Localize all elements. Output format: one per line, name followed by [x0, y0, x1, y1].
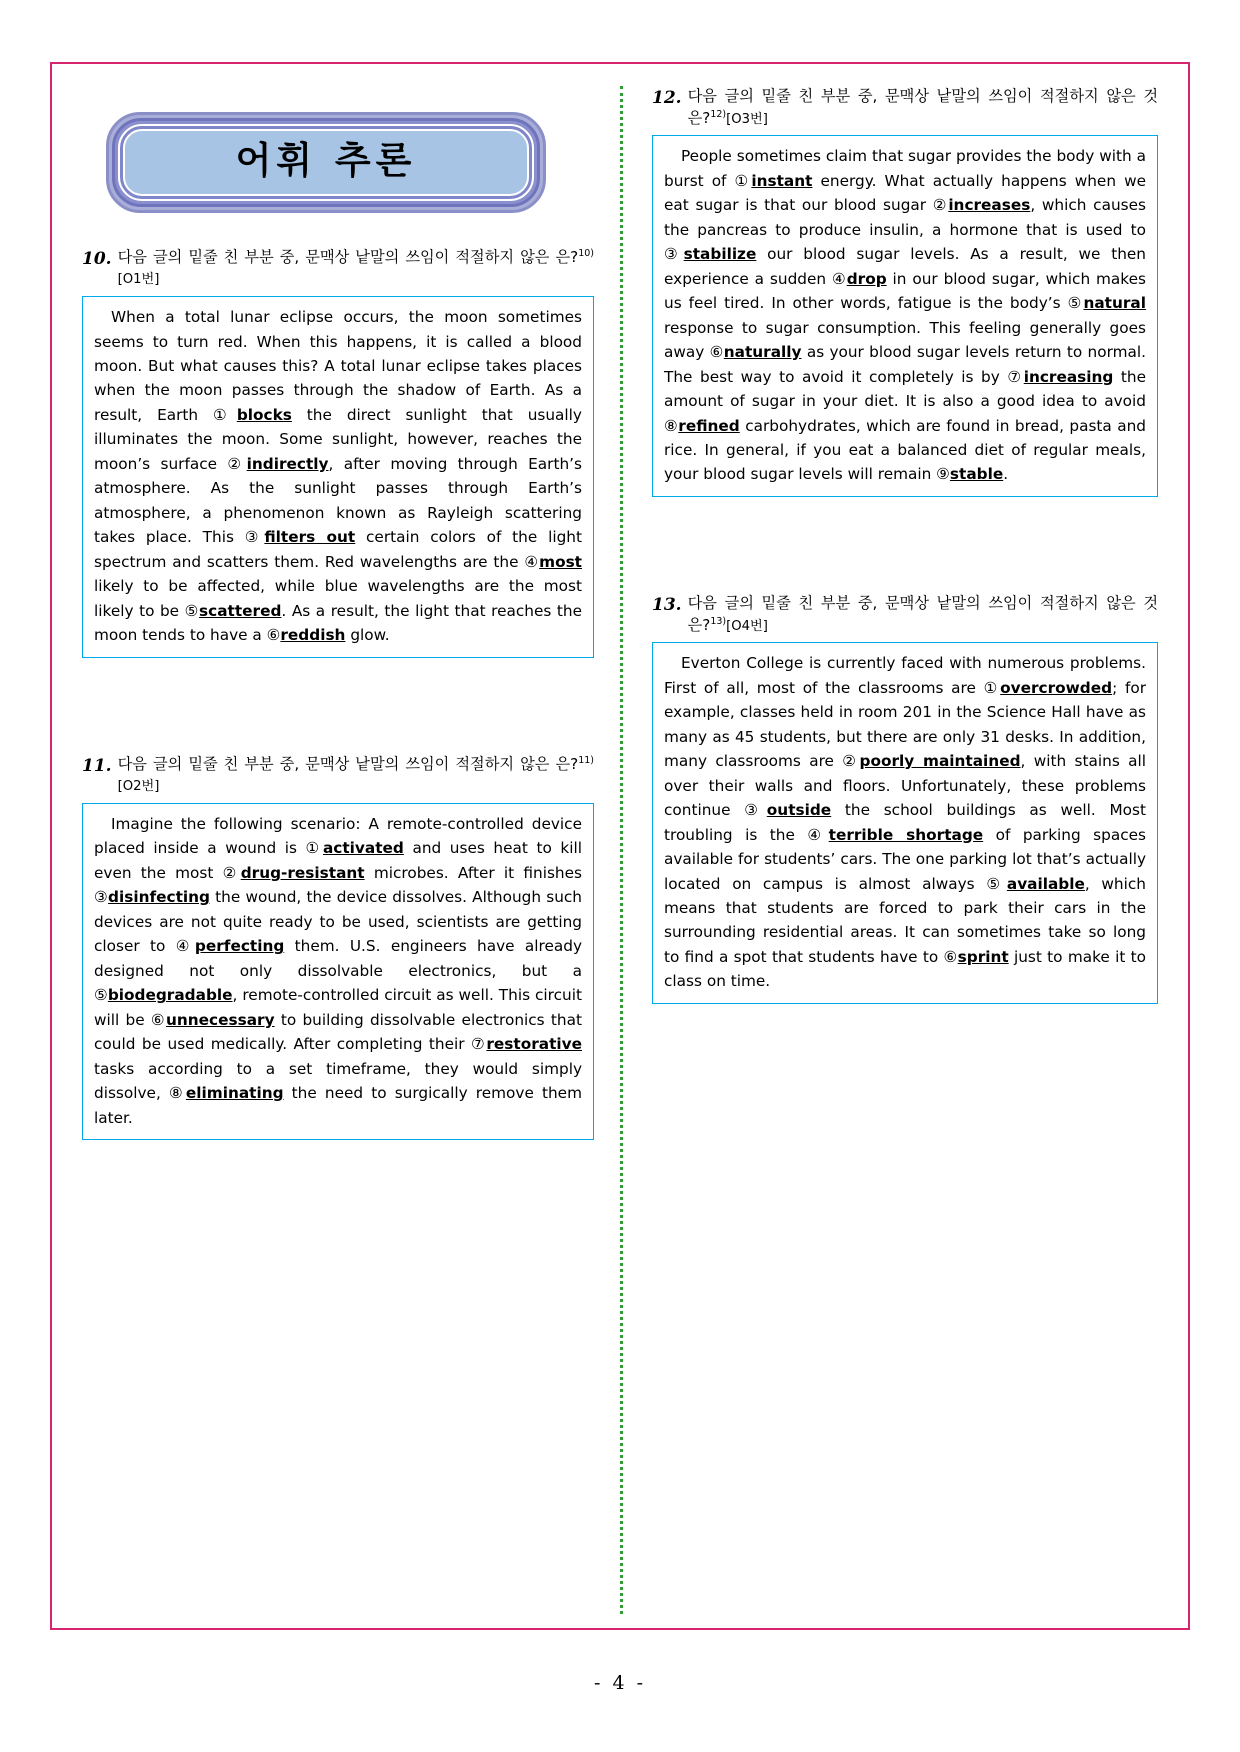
- title-banner: [106, 112, 546, 213]
- question-footnote-12: 12): [710, 108, 727, 120]
- question-prompt-12: 다음 글의 밑줄 친 부분 중, 문맥상 낱말의 쓰임이 적절하지 않은 것 은?$^{12)}$[O3번]: [687, 87, 1158, 127]
- question-footnote-13: 13): [710, 615, 727, 627]
- question-header-10: [82, 247, 594, 290]
- question-header-12: [652, 86, 1158, 129]
- page-footer: - 4 -: [593, 1672, 646, 1694]
- question-ref-11: [O2번]: [117, 779, 160, 795]
- banner-inner: [123, 129, 529, 196]
- right-column: [620, 86, 1172, 1618]
- question-number-13: 13.: [652, 594, 682, 615]
- question-ref-12: [O3번]: [726, 111, 768, 127]
- question-prompt-11: 다음 글의 밑줄 친 부분 중, 문맥상 낱말의 쓰임이 적절하지 않은 은?$^{11)}$[O2번]: [117, 754, 594, 795]
- column-divider: [620, 86, 623, 1614]
- passage-box-11: Imagine the following scenario: A remote-controlled device placed inside a wound is ①activated and uses heat to kill even the most ②drug-resistant microbes. After it finishes ③disinfecting the wound, the device dissolves. Although such devices are not quite ready to be used, scientists are getting closer to ④perfecting them. U.S. engineers have already designed not only dissolvable electronics, but a ⑤biodegradable, remote-controlled circuit as well. This circuit will be ⑥unnecessary to building dissolvable electronics that could be used medically. After completing their ⑦restorative tasks according to a set timeframe, they would simply dissolve, ⑧eliminating the need to surgically remove them later.: [82, 803, 594, 1140]
- question-header-11: [82, 754, 594, 797]
- question-number-11: 11.: [82, 755, 112, 776]
- left-column: [68, 86, 620, 1618]
- question-prompt-10: 다음 글의 밑줄 친 부분 중, 문맥상 낱말의 쓰임이 적절하지 않은 은?$^{10)}$[O1번]: [117, 247, 594, 288]
- question-footnote-10: 10): [578, 247, 594, 259]
- question-number-10: 10.: [82, 248, 112, 269]
- banner-outer-ring-1: [106, 112, 546, 213]
- question-header-13: [652, 593, 1158, 636]
- question-prompt-13: 다음 글의 밑줄 친 부분 중, 문맥상 낱말의 쓰임이 적절하지 않은 것 은?$^{13)}$[O4번]: [687, 593, 1158, 634]
- question-number-12: 12.: [652, 88, 682, 108]
- passage-box-13: Everton College is currently faced with numerous problems. First of all, most of the classrooms are ①overcrowded; for example, classes held in room 201 in the Science Hall have as many as 45 students, but there are only 31 desks. In addition, many classrooms are ②poorly maintained, with stains all over their walls and floors. Unfortunately, these problems continue ③outside the school buildings as well. Most troubling is the ④terrible shortage of parking spaces available for students’ cars. The one parking lot that’s actually located on campus is almost always ⑤available, which means that students are forced to park their cars in the surrounding residential areas. It can sometimes take so long to find a spot that students have to ⑥sprint just to make it to class on time.: [652, 642, 1158, 1004]
- passage-box-10: When a total lunar eclipse occurs, the moon sometimes seems to turn red. When this happens, it is called a blood moon. But what causes this? A total lunar eclipse takes places when the moon passes through the shadow of Earth. As a result, Earth ①blocks the direct sunlight that usually illuminates the moon. Some sunlight, however, reaches the moon’s surface ②indirectly, after moving through Earth’s atmosphere. As the sunlight passes through Earth’s atmosphere, a phenomenon known as Rayleigh scattering takes place. This ③filters out certain colors of the light spectrum and scatters them. Red wavelengths are the ④most likely to be affected, while blue wavelengths are the most likely to be ⑤scattered. As a result, the light that reaches the moon tends to have a ⑥reddish glow.: [82, 296, 594, 658]
- banner-outer-ring-2: [112, 118, 540, 207]
- question-ref-10: [O1번]: [117, 272, 160, 288]
- question-footnote-11: 11): [578, 754, 594, 766]
- passage-box-12: People sometimes claim that sugar provides the body with a burst of ①instant energy. What actually happens when we eat sugar is that our blood sugar ②increases, which causes the pancreas to produce insulin, a hormone that is used to ③stabilize our blood sugar levels. As a result, we then experience a sudden ④drop in our blood sugar, which makes us feel tired. In other words, fatigue is the body’s ⑤natural response to sugar consumption. This feeling generally goes away ⑥naturally as your blood sugar levels return to normal. The best way to avoid it completely is by ⑦increasing the amount of sugar in your diet. It is also a good idea to avoid ⑧refined carbohydrates, which are found in bread, pasta and rice. In general, if you eat a balanced diet of regular meals, your blood sugar levels will remain ⑨stable.: [652, 135, 1158, 497]
- question-ref-13: [O4번]: [726, 618, 768, 634]
- banner-title-text: 어휘 추론: [235, 139, 417, 182]
- banner-outer-ring-3: [118, 124, 534, 201]
